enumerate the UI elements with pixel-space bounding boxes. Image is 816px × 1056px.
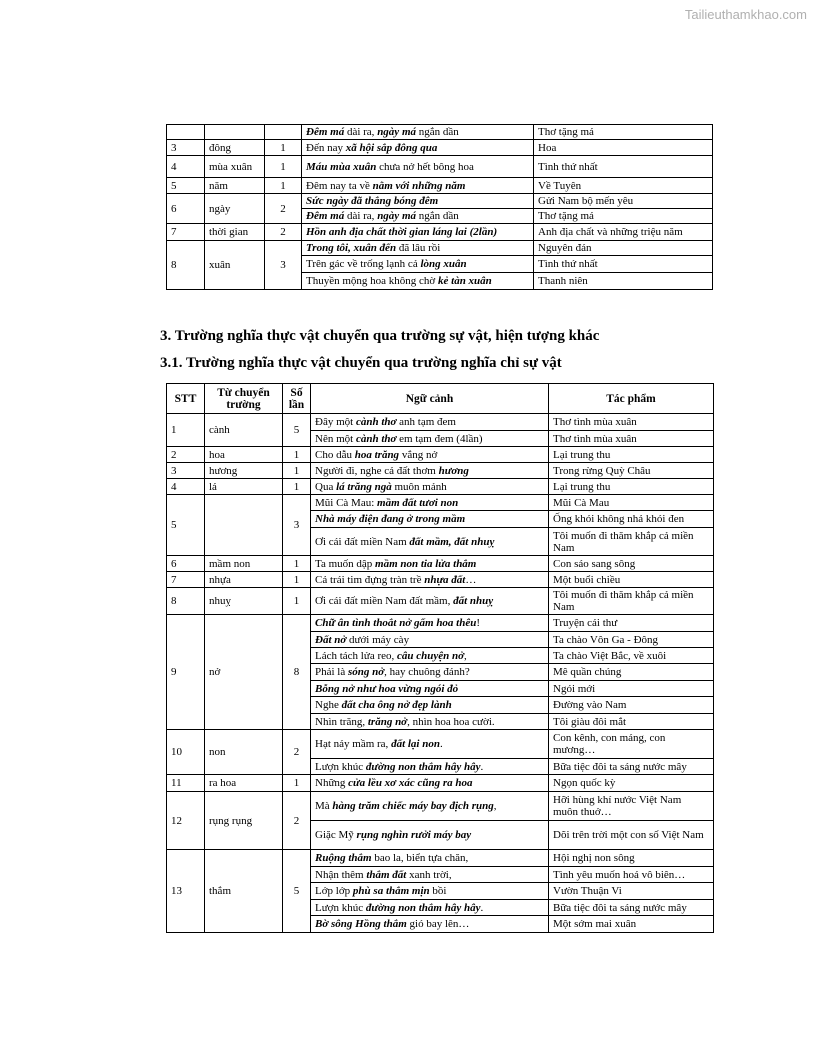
context-cell [311,463,549,479]
context-fragment: Cho dẫu [315,448,355,461]
context-fragment: Qua [315,480,337,493]
context-fragment: dưới máy cày [346,633,410,646]
context-cell [311,447,549,463]
context-cell [311,648,549,664]
count-cell: 1 [265,156,302,178]
work-cell: Tôi giàu đôi mắt [549,714,714,730]
work-cell: Gửi Nam bộ mến yêu [534,194,713,209]
context-fragment: trăng nở [367,715,408,728]
header-context: Ngữ cảnh [311,384,549,414]
context-cell [311,572,549,588]
context-cell [302,178,534,194]
table-row [167,241,713,256]
count-cell: 5 [283,414,311,447]
work-cell: Truyện cái thư [549,615,714,632]
header-word: Từ chuyển trường [205,384,283,414]
context-cell [311,730,549,759]
context-fragment: Ruộng thắm [315,852,372,864]
table-row [167,125,713,140]
work-cell: Mũi Cà Mau [549,495,714,511]
context-cell [311,681,549,697]
context-fragment: muôn mảnh [391,480,447,493]
count-cell: 3 [283,495,311,556]
word-cell: cành [205,414,283,447]
count-cell: 3 [265,241,302,290]
context-fragment: Hạt nảy mầm ra, [315,738,392,750]
context-cell [311,511,549,528]
context-cell [311,883,549,900]
word-cell: ngày [205,194,265,224]
context-fragment: xanh trời, [406,868,452,881]
context-fragment: Đêm má [306,210,345,222]
context-fragment: Sức ngày đã thắng bóng đêm [306,195,439,207]
context-fragment: lá trăng ngà [336,480,392,493]
context-fragment: Đêm má [306,126,345,138]
work-cell: Hội nghị non sông [549,850,714,867]
count-cell: 1 [283,479,311,495]
context-fragment: Chữ ân tình thoắt nở gấm hoa thêu [315,617,477,629]
context-cell [311,759,549,775]
context-fragment: Thuyền mộng hoa không chờ [306,275,438,287]
context-fragment: Hồn anh địa chất thời gian láng lai (2lần) [306,226,498,238]
context-cell [311,414,549,431]
context-fragment: đất lại non [391,738,440,750]
context-fragment: Nhìn trăng, [315,715,368,728]
header-count: Số lần [283,384,311,414]
table-row [167,463,714,479]
context-cell [311,775,549,792]
context-cell [311,850,549,867]
context-fragment: anh tạm đem [396,416,456,428]
word-cell: rụng rụng [205,792,283,850]
context-cell [302,140,534,156]
work-cell: Một sớm mai xuân [549,916,714,933]
context-cell [311,867,549,883]
count-cell: 1 [283,556,311,572]
count-cell: 1 [283,572,311,588]
table-row [167,556,714,572]
count-cell: 1 [283,447,311,463]
context-fragment: Giặc Mỹ [315,829,357,841]
table-row [167,156,713,178]
context-fragment: Bỗng nở như hoa vừng ngói đỏ [315,682,459,695]
stt-cell: 11 [167,775,205,792]
context-fragment: mầm non tia lửa thắm [375,557,477,570]
table-row [167,224,713,241]
context-fragment: . [480,901,484,914]
context-fragment: ! [476,617,481,629]
context-fragment: Lách tách lửa reo, [315,649,398,662]
count-cell: 1 [283,775,311,792]
word-cell: thắm [205,850,283,933]
table-object-words [166,383,714,933]
count-cell: 8 [283,615,311,730]
context-fragment: vắng nở [399,448,438,461]
context-fragment: ngày má [377,126,416,138]
context-fragment: Bờ sông Hồng thắm [315,918,407,930]
stt-cell: 3 [167,463,205,479]
context-fragment: Lượn khúc [315,901,366,914]
context-fragment: đã lâu rồi [396,242,441,254]
word-cell: mầm non [205,556,283,572]
context-fragment: ngắn dần [416,126,459,138]
table-row [167,572,714,588]
count-cell: 1 [283,588,311,615]
context-fragment: cành thơ [355,432,397,445]
context-fragment: , nhìn hoa hoa cười. [407,715,495,728]
table-row [167,140,713,156]
context-fragment: bao la, biển tựa chăn, [371,852,469,864]
context-cell [302,224,534,241]
work-cell: Vườn Thuận Vi [549,883,714,900]
work-cell: Ta chào Vôn Ga - Đông [549,632,714,648]
count-cell: 1 [265,178,302,194]
work-cell: Thơ tặng má [534,209,713,224]
context-cell [311,556,549,572]
count-cell: 5 [283,850,311,933]
word-cell: mùa xuân [205,156,265,178]
context-fragment: Ơi cái đất miền Nam [315,535,410,548]
stt-cell: 2 [167,447,205,463]
word-cell: lá [205,479,283,495]
context-fragment: ngắn dần [416,210,459,222]
word-cell: non [205,730,283,775]
watermark: Tailieuthamkhao.com [684,7,807,22]
context-fragment: Ơi cái đất miền Nam đất mầm, [315,595,454,607]
word-cell: thời gian [205,224,265,241]
work-cell: Dõi trên trời một con số Việt Nam [549,821,714,850]
context-cell [311,664,549,681]
count-cell: 1 [283,463,311,479]
context-cell [311,588,549,615]
table-row [167,447,714,463]
context-cell [302,256,534,273]
stt-cell: 3 [167,140,205,156]
context-fragment: đất mầm, đất nhuỵ [409,535,495,548]
context-fragment: ngày má [377,210,416,222]
count-cell: 1 [265,140,302,156]
table-row [167,730,714,759]
work-cell: Ta chào Việt Bắc, về xuôi [549,648,714,664]
header-stt: STT [167,384,205,414]
context-fragment: Nhà máy điện đang ở trong mầm [315,513,466,525]
stt-cell: 6 [167,556,205,572]
stt-cell: 7 [167,224,205,241]
context-cell [302,125,534,140]
context-cell [302,156,534,178]
section-heading-3-1: 3.1. Trường nghĩa thực vật chuyển qua trường nghĩa chỉ sự vật [160,355,562,371]
context-fragment: hàng trăm chiếc máy bay địch rụng [332,800,494,812]
table-row [167,194,713,209]
context-cell [311,916,549,933]
context-cell [311,431,549,447]
context-fragment: Máu mùa xuân [306,160,377,173]
stt-cell: 5 [167,178,205,194]
word-cell [205,125,265,140]
table-row [167,414,714,431]
context-fragment: , [493,800,497,812]
table-row [167,495,714,511]
context-fragment: Nên một [315,432,356,445]
context-cell [311,792,549,821]
work-cell: Về Tuyên [534,178,713,194]
table-row [167,615,714,632]
context-fragment: câu chuyện nở [397,649,465,662]
context-fragment: , hay chuông đánh? [384,666,470,678]
context-fragment: hoa trăng [354,448,400,461]
word-cell: đông [205,140,265,156]
context-fragment: cửa lều xơ xác cũng ra hoa [348,777,473,789]
table-time-words [166,124,713,290]
word-cell [205,495,283,556]
context-fragment: em tạm đem (4lần) [396,432,483,445]
context-fragment: Đất nở [315,633,347,646]
context-fragment: Những [315,777,349,789]
work-cell: Ngói mới [549,681,714,697]
work-cell: Tình thứ nhất [534,156,713,178]
section-heading-3: 3. Trường nghĩa thực vật chuyển qua trường sự vật, hiện tượng khác [160,328,600,344]
context-fragment: cành thơ [355,416,397,428]
context-fragment: dài ra, [344,210,378,222]
stt-cell: 6 [167,194,205,224]
word-cell: hương [205,463,283,479]
context-fragment: Mũi Cà Mau: [315,496,378,509]
work-cell: Bữa tiệc đôi ta sáng nước mây [549,759,714,775]
stt-cell: 8 [167,588,205,615]
context-fragment: Phải là [315,666,348,678]
context-cell [302,273,534,290]
context-cell [311,479,549,495]
context-fragment: chưa nở hết bông hoa [376,160,474,173]
context-fragment: xã hội sắp đông qua [345,141,438,154]
context-fragment: Trong tôi, xuân đến [306,242,397,254]
work-cell: Ống khói không nhả khói đen [549,511,714,528]
context-cell [302,241,534,256]
context-cell [311,821,549,850]
work-cell: Tôi muốn đi thăm khắp cả miền Nam [549,528,714,556]
count-cell: 2 [265,224,302,241]
context-fragment: Nhận thêm [315,868,367,881]
word-cell: nở [205,615,283,730]
stt-cell: 10 [167,730,205,775]
context-cell [311,528,549,556]
work-cell: Hỡi hùng khí nước Việt Nam muôn thuở… [549,792,714,821]
context-fragment: mầm đất tươi non [377,496,459,509]
context-fragment: . [439,738,443,750]
table-row [167,792,714,821]
work-cell: Bữa tiệc đôi ta sáng nước mây [549,900,714,916]
count-cell: 2 [283,730,311,775]
context-fragment: đất cha ông nở đẹp lành [341,699,452,711]
context-cell [311,900,549,916]
context-cell [302,209,534,224]
work-cell: Hoa [534,140,713,156]
context-cell [311,632,549,648]
context-fragment: Đây một [315,416,356,428]
table-header-row [167,384,714,414]
work-cell: Lại trung thu [549,479,714,495]
context-fragment: sóng nở [348,666,385,678]
context-fragment: … [465,573,477,586]
work-cell: Anh địa chất và những triệu năm [534,224,713,241]
work-cell: Con kênh, con máng, con mương… [549,730,714,759]
work-cell: Tình yêu muốn hoá vô biên… [549,867,714,883]
table-row [167,775,714,792]
stt-cell: 4 [167,479,205,495]
context-fragment: thắm đất [366,868,407,881]
count-cell [265,125,302,140]
context-fragment: Lượn khúc [315,760,366,773]
work-cell: Thơ tình mùa xuân [549,414,714,431]
stt-cell: 12 [167,792,205,850]
context-fragment: . [480,760,484,773]
table-row [167,479,714,495]
context-fragment: Nghe [315,699,342,711]
work-cell: Tôi muốn đi thăm khắp cả miền Nam [549,588,714,615]
context-fragment: bồi [429,885,447,897]
count-cell: 2 [265,194,302,224]
context-fragment: Đêm nay ta về [306,179,373,192]
work-cell: Trong rừng Quỳ Châu [549,463,714,479]
word-cell: xuân [205,241,265,290]
context-fragment: rụng nghìn rưởi máy bay [356,829,472,841]
context-fragment: Trên gác về trống lạnh cả [306,258,421,270]
context-cell [311,697,549,714]
work-cell: Thơ tình mùa xuân [549,431,714,447]
context-cell [302,194,534,209]
work-cell: Nguyên đán [534,241,713,256]
context-fragment: Lớp lớp [315,885,353,897]
work-cell: Một buổi chiều [549,572,714,588]
count-cell: 2 [283,792,311,850]
stt-cell: 7 [167,572,205,588]
context-fragment: lòng xuân [420,258,467,270]
context-fragment: đất nhuỵ [453,595,494,607]
table-row [167,588,714,615]
stt-cell: 4 [167,156,205,178]
work-cell: Thơ tặng má [534,125,713,140]
context-fragment: dài ra, [344,126,378,138]
context-fragment: kẻ tàn xuân [438,275,492,287]
context-fragment: đường non thắm hây hây [365,901,481,914]
word-cell: nhựa [205,572,283,588]
work-cell: Tình thứ nhất [534,256,713,273]
context-fragment: Đến nay [306,141,346,154]
context-fragment: Ta muốn dập [315,557,376,570]
work-cell: Thanh niên [534,273,713,290]
stt-cell: 13 [167,850,205,933]
stt-cell: 9 [167,615,205,730]
header-work: Tác phẩm [549,384,714,414]
work-cell: Mê quần chúng [549,664,714,681]
context-cell [311,714,549,730]
word-cell: năm [205,178,265,194]
context-fragment: phù sa thắm mịn [352,885,430,897]
word-cell: nhuỵ [205,588,283,615]
context-fragment: Cả trái tim đựng tràn trề [315,573,425,586]
table-row [167,178,713,194]
stt-cell: 1 [167,414,205,447]
stt-cell: 5 [167,495,205,556]
context-fragment: nhựa đất [424,573,466,586]
table-row [167,850,714,867]
context-fragment: nằm với những năm [372,179,466,192]
context-fragment: , [464,649,467,662]
context-cell [311,615,549,632]
word-cell: hoa [205,447,283,463]
work-cell: Ngọn quốc kỳ [549,775,714,792]
work-cell: Con sáo sang sông [549,556,714,572]
context-fragment: hương [438,464,469,477]
context-fragment: gió bay lên… [406,918,470,930]
stt-cell [167,125,205,140]
work-cell: Lại trung thu [549,447,714,463]
context-fragment: Người đi, nghe cả đất thơm [315,464,439,477]
context-cell [311,495,549,511]
context-fragment: Mà [315,800,333,812]
word-cell: ra hoa [205,775,283,792]
work-cell: Đường vào Nam [549,697,714,714]
context-fragment: đường non thắm hây hây [365,760,481,773]
stt-cell: 8 [167,241,205,290]
